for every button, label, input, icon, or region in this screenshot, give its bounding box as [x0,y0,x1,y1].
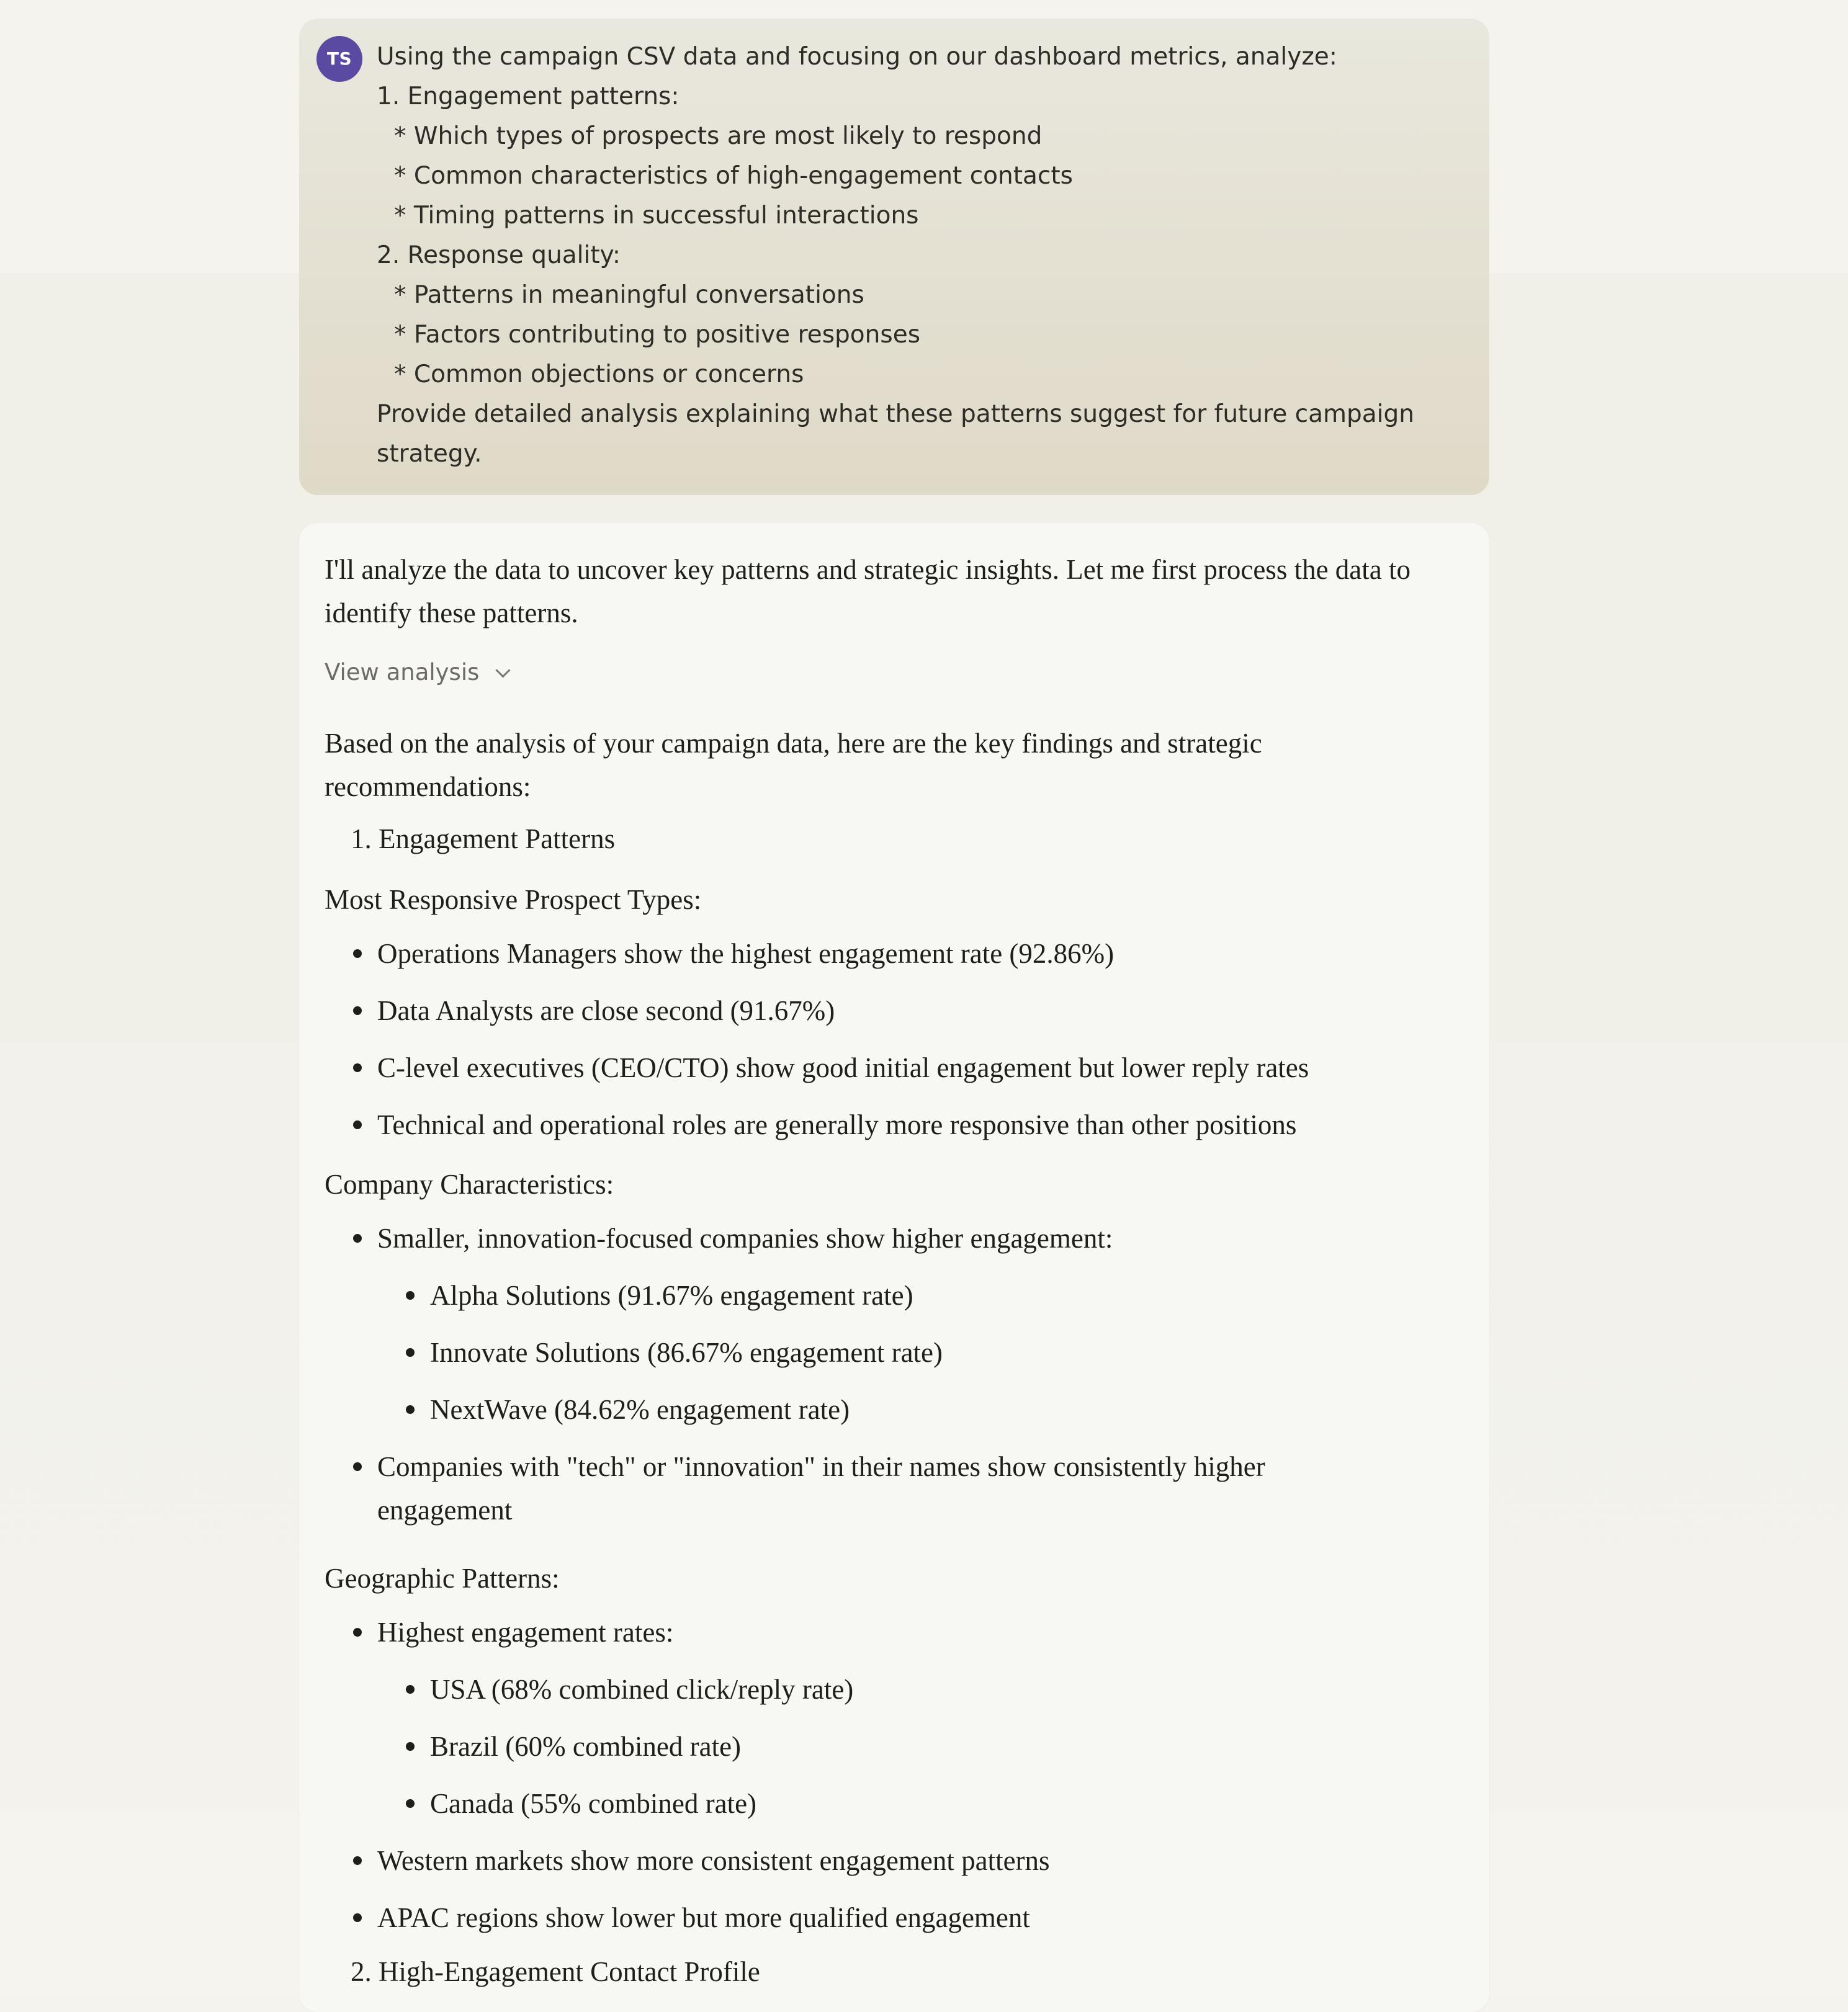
user-line: 2. Response quality: [377,241,621,269]
list-item: NextWave (84.62% engagement rate) [430,1394,850,1425]
list-item: Technical and operational roles are generally more responsive than other positions [377,1109,1297,1140]
user-line: Provide detailed analysis explaining what these patterns suggest for future campaign [377,400,1414,428]
bullet-icon [353,1856,362,1865]
bullet-icon [406,1405,415,1414]
bullet-icon [353,1913,362,1922]
list-item: C-level executives (CEO/CTO) show good initial engagement but lower reply rates [377,1052,1309,1083]
user-line: 1. Engagement patterns: [377,83,680,110]
bullet-icon [353,1063,362,1072]
user-line: * Timing patterns in successful interactions [394,202,919,230]
findings-intro: Based on the analysis of your campaign data, here are the key findings and strategic recommendations: [325,728,1262,802]
list-item: Data Analysts are close second (91.67%) [377,995,835,1026]
user-line: * Factors contributing to positive responses [394,321,921,349]
geo-heading: Geographic Patterns: [325,1563,560,1594]
list-item: APAC regions show lower but more qualified engagement [377,1902,1030,1933]
chevron-down-icon [496,663,511,677]
user-avatar: TS [316,36,362,82]
prospect-types-heading: Most Responsive Prospect Types: [325,884,702,915]
list-item: Smaller, innovation-focused companies show higher engagement: [377,1223,1113,1254]
list-item: USA (68% combined click/reply rate) [430,1674,854,1705]
user-message [299,19,1489,495]
user-line: * Patterns in meaningful conversations [394,281,864,309]
user-line: * Which types of prospects are most likely to respond [394,122,1043,150]
bullet-icon [353,1120,362,1129]
list-item: Highest engagement rates: [377,1617,674,1648]
user-line: Using the campaign CSV data and focusing on our dashboard metrics, analyze: [377,43,1337,71]
user-line: * Common characteristics of high-engagement contacts [394,162,1073,190]
view-analysis-toggle[interactable] [325,659,508,686]
list-item: Innovate Solutions (86.67% engagement rate) [430,1337,943,1368]
user-line: * Common objections or concerns [394,360,804,388]
bullet-icon [406,1291,415,1300]
list-item: Western markets show more consistent engagement patterns [377,1845,1050,1876]
bullet-icon [353,1234,362,1243]
bullet-icon [406,1348,415,1357]
assistant-message [299,523,1489,2012]
bullet-icon [353,949,362,958]
bullet-icon [406,1685,415,1694]
list-item: Companies with "tech" or "innovation" in their names show consistently higher engagement [377,1451,1265,1526]
bullet-icon [406,1799,415,1808]
intro-paragraph: I'll analyze the data to uncover key patterns and strategic insights. Let me first process the data to identify these patterns. [325,554,1411,628]
bullet-icon [353,1006,362,1015]
section-heading-2: 2. High-Engagement Contact Profile [351,1956,760,1987]
company-heading: Company Characteristics: [325,1169,614,1200]
list-item: Operations Managers show the highest engagement rate (92.86%) [377,938,1115,969]
list-item: Alpha Solutions (91.67% engagement rate) [430,1280,913,1311]
section-heading-1: 1. Engagement Patterns [351,823,616,854]
bullet-icon [353,1628,362,1637]
user-line: strategy. [377,440,482,468]
list-item: Brazil (60% combined rate) [430,1731,742,1762]
list-item: Canada (55% combined rate) [430,1788,757,1819]
bullet-icon [406,1742,415,1751]
view-analysis-label: View analysis [325,659,480,686]
bullet-icon [353,1462,362,1471]
